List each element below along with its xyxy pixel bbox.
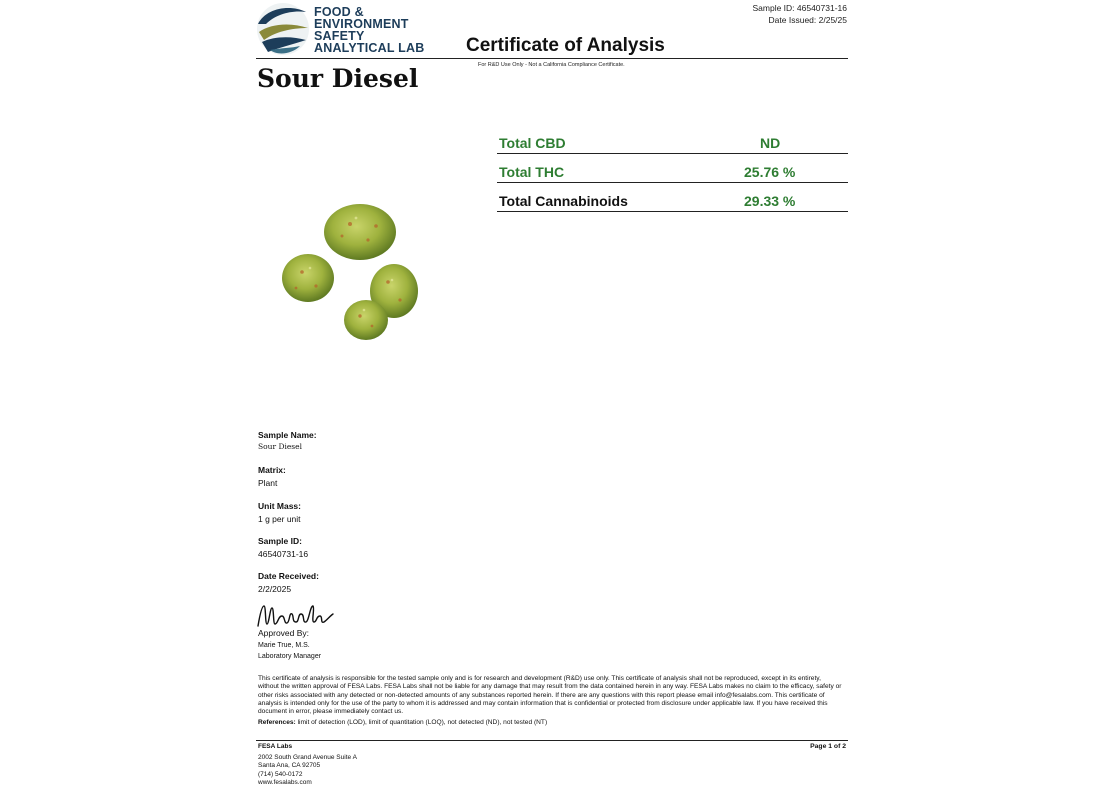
summary-label: Total THC — [499, 164, 565, 180]
sample-id-header: Sample ID: 46540731-16 — [752, 3, 847, 13]
certificate-title: Certificate of Analysis — [466, 35, 665, 56]
summary-row-total-thc — [497, 153, 848, 183]
product-photo — [276, 196, 426, 346]
logo-line: SAFETY — [314, 29, 365, 43]
date-received-field — [258, 571, 319, 594]
summary-label: Total CBD — [499, 135, 566, 151]
field-label: Sample Name: — [258, 430, 317, 440]
logo-line: ANALYTICAL LAB — [314, 41, 425, 55]
field-value: 2/2/2025 — [258, 584, 292, 594]
matrix-field — [258, 465, 286, 488]
summary-value: ND — [760, 135, 781, 151]
field-value: 46540731-16 — [258, 549, 309, 559]
date-issued: Date Issued: 2/25/25 — [768, 15, 847, 25]
field-label: Matrix: — [258, 465, 286, 475]
unit-mass-field — [258, 501, 301, 524]
footer-address-line: 2002 South Grand Avenue Suite A — [258, 754, 357, 762]
references-text: limit of detection (LOD), limit of quantitation (LOQ), not detected (ND), not tested (NT) — [297, 719, 548, 726]
footer-lab-name: FESA Labs — [258, 743, 293, 750]
sample-id-field — [258, 536, 308, 559]
footer-phone: (714) 540-0172 — [258, 770, 303, 778]
product-title: Sour Diesel — [257, 64, 419, 93]
logo-line: ENVIRONMENT — [314, 17, 409, 31]
footer-website: www.fesalabs.com — [258, 778, 312, 786]
field-label: Date Received: — [258, 571, 319, 581]
footer-divider — [256, 740, 848, 741]
summary-value: 29.33 % — [744, 193, 796, 209]
document-meta — [752, 2, 847, 26]
sample-name-field — [258, 430, 317, 451]
field-label: Unit Mass: — [258, 501, 301, 511]
approver-name: Marie True, M.S. — [258, 642, 310, 649]
fesa-logo — [256, 2, 425, 56]
references-label: References: — [258, 719, 296, 726]
footer-address — [258, 743, 357, 787]
references — [258, 719, 547, 726]
logo-line: FOOD & — [314, 5, 364, 19]
page-number: Page 1 of 2 — [810, 743, 846, 750]
approver-role: Laboratory Manager — [258, 653, 322, 660]
cannabis-bud-image — [276, 196, 426, 346]
fesa-logo-icon — [256, 2, 312, 56]
summary-value: 25.76 % — [744, 164, 796, 180]
summary-label: Total Cannabinoids — [499, 193, 628, 209]
summary-row-total-cbd — [497, 124, 848, 154]
footer-address-line: Santa Ana, CA 92705 — [258, 762, 321, 770]
approved-by-label: Approved By: — [258, 628, 310, 638]
header-divider — [256, 58, 848, 59]
field-label: Sample ID: — [258, 536, 302, 546]
field-value: 1 g per unit — [258, 514, 301, 524]
field-value: Plant — [258, 478, 278, 488]
field-value: Sour Diesel — [258, 442, 302, 451]
rnd-notice: For R&D Use Only - Not a California Compliance Certificate. — [478, 62, 625, 68]
summary-row-total-cannabinoids — [497, 182, 848, 212]
disclaimer-text: This certificate of analysis is responsible for the tested sample only and is for research and development (R&D) use only. This certificate of analysis shall not be reproduced, except in its entirety, without the written approval of FESA Labs. FESA Labs shall not be liable for any damage that may result from the data contained herein in any way. FESA Labs makes no claim to the efficacy, safety or other risks associated with any detected or non-detected amounts of any substances reported herein. If there are any questions with this report please email info@fesalabs.com. This certificate of analysis is intended only for the use of the party to whom it is addressed and may contain information that is confidential or protected from disclosure under applicable law. If you have received this document in error, please immediately contact us. — [258, 675, 842, 716]
